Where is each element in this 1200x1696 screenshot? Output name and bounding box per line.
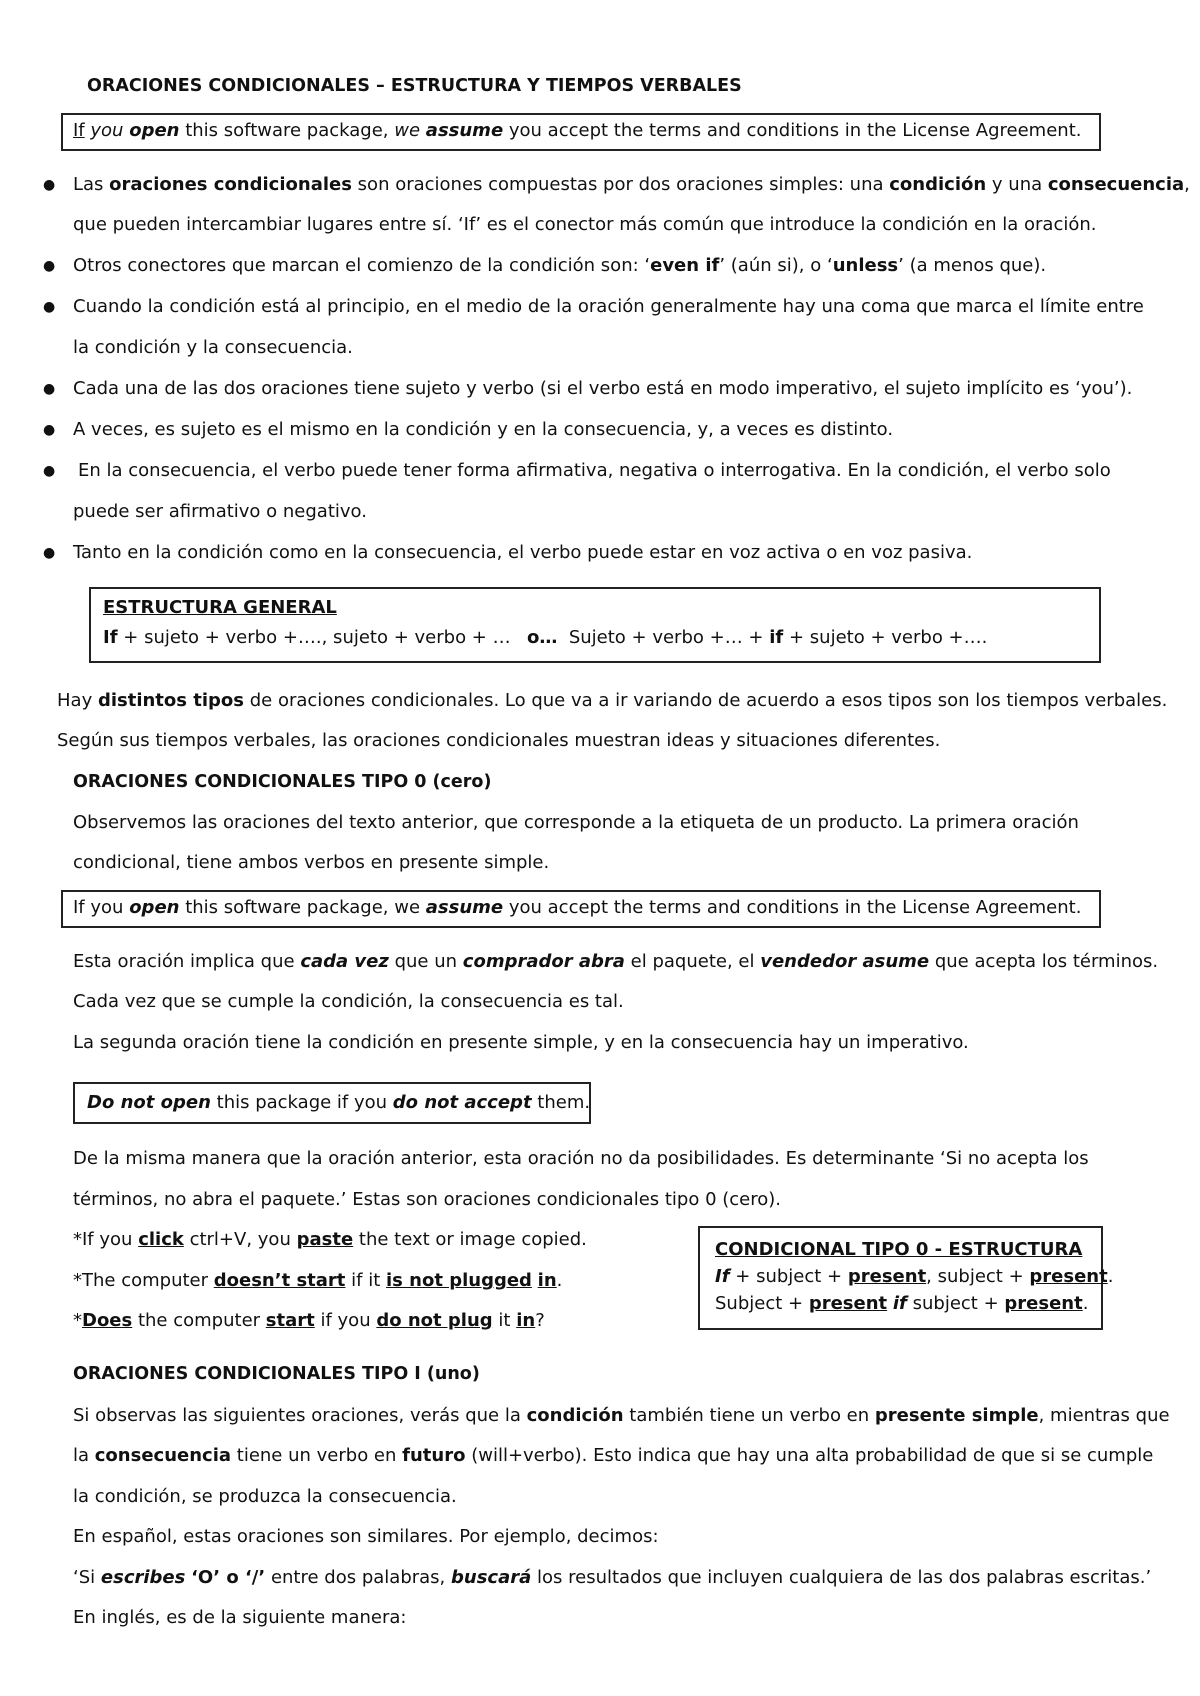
text: the computer xyxy=(137,1310,261,1331)
bold-italic-text: comprador abra xyxy=(462,951,625,972)
bullet-icon: ● xyxy=(43,258,56,274)
tipo1-line-2 xyxy=(73,1445,1153,1466)
text: Las xyxy=(73,174,104,195)
text: it xyxy=(498,1310,511,1331)
bold-text: o… xyxy=(527,627,558,648)
text: if it xyxy=(351,1270,381,1291)
bold-italic-text: do not accept xyxy=(392,1092,532,1113)
bullet-icon: ● xyxy=(43,177,56,193)
word-if: If xyxy=(73,120,85,141)
text: + sujeto + verbo +…. xyxy=(789,627,988,648)
tipo0-line-5: De la misma manera que la oración anterior, esta oración no da posibilidades. Es determinante ‘Si no acepta los xyxy=(73,1148,1089,1169)
text: ctrl+V, you xyxy=(189,1229,291,1250)
text: * xyxy=(73,1310,82,1331)
tipo0-line-1: Observemos las oraciones del texto anterior, que corresponde a la etiqueta de un producto. La primera oración xyxy=(73,812,1079,833)
bold-text: condición xyxy=(889,174,987,195)
word-assume: assume xyxy=(425,120,504,141)
tipo0-line-6: términos, no abra el paquete.’ Estas son oraciones condicionales tipo 0 (cero). xyxy=(73,1189,782,1210)
structure-formula-2 xyxy=(527,627,987,648)
text: Otros conectores que marcan el comienzo de la condición son: ‘ xyxy=(73,255,651,276)
text: la xyxy=(73,1445,90,1466)
bullet-6-line-1: En la consecuencia, el verbo puede tener forma afirmativa, negativa o interrogativa. En la condición, el verbo solo xyxy=(78,460,1111,481)
bold-text: consecuencia xyxy=(1047,174,1185,195)
bold-underline-text: paste xyxy=(296,1229,354,1250)
text: ? xyxy=(535,1310,545,1331)
bold-text: ‘O’ o ‘/’ xyxy=(191,1567,266,1588)
text: this software package, we xyxy=(185,897,421,918)
bullet-icon: ● xyxy=(43,545,56,561)
bold-underline-text: present xyxy=(808,1293,888,1314)
bold-underline-text: Does xyxy=(82,1310,133,1331)
text: If you xyxy=(73,897,124,918)
text: los resultados que incluyen cualquiera de las dos palabras escritas.’ xyxy=(537,1567,1152,1588)
text: . xyxy=(1107,1266,1114,1287)
bullet-icon: ● xyxy=(43,299,56,315)
text: , subject + xyxy=(926,1266,1024,1287)
bold-text: even if xyxy=(650,255,720,276)
text: this package if you xyxy=(216,1092,388,1113)
text: que acepta los términos. xyxy=(934,951,1159,972)
rest-text: you accept the terms and conditions in the License Agreement. xyxy=(508,120,1082,141)
bold-italic-text: buscará xyxy=(451,1567,532,1588)
page-title: ORACIONES CONDICIONALES – ESTRUCTURA Y TIEMPOS VERBALES xyxy=(87,76,742,96)
tipo1-line-4: En español, estas oraciones son similares. Por ejemplo, decimos: xyxy=(73,1526,659,1547)
bold-italic-text: Do not open xyxy=(87,1092,211,1113)
text: the text or image copied. xyxy=(358,1229,587,1250)
tipo0-line-3: Cada vez que se cumple la condición, la consecuencia es tal. xyxy=(73,991,624,1012)
bold-italic-text: cada vez xyxy=(300,951,389,972)
bullet-2 xyxy=(73,255,1046,276)
text: entre dos palabras, xyxy=(270,1567,446,1588)
tipo1-line-3: la condición, se produzca la consecuencia. xyxy=(73,1486,457,1507)
text: *If you xyxy=(73,1229,133,1250)
bold-underline-text: in xyxy=(516,1310,536,1331)
tipo0-structure-title: CONDICIONAL TIPO 0 - ESTRUCTURA xyxy=(715,1239,1083,1260)
text: de oraciones condicionales. Lo que va a ir variando de acuerdo a esos tipos son los tiempos verbales. xyxy=(249,690,1168,711)
intro-paragraph-line-2: Según sus tiempos verbales, las oraciones condicionales muestran ideas y situaciones diferentes. xyxy=(57,730,941,751)
bullet-1-line-2: que pueden intercambiar lugares entre sí. ‘If’ es el conector más común que introduce la condición en la oración. xyxy=(73,214,1097,235)
bold-underline-text: do not plug xyxy=(376,1310,493,1331)
bold-italic-text: open xyxy=(129,897,180,918)
text: . xyxy=(556,1270,563,1291)
tipo1-line-5 xyxy=(73,1567,1151,1588)
text: Esta oración implica que xyxy=(73,951,295,972)
tipo1-line-6: En inglés, es de la siguiente manera: xyxy=(73,1607,407,1628)
text: ’ (aún si), o ‘ xyxy=(719,255,833,276)
text: + sujeto + verbo +…., sujeto + verbo + … xyxy=(123,627,511,648)
bold-italic-text: if xyxy=(892,1293,907,1314)
tipo0-line-4: La segunda oración tiene la condición en presente simple, y en la consecuencia hay un imperativo. xyxy=(73,1032,969,1053)
text: *The computer xyxy=(73,1270,209,1291)
bold-text: oraciones condicionales xyxy=(109,174,352,195)
bold-underline-text: in xyxy=(537,1270,557,1291)
bullet-icon: ● xyxy=(43,381,56,397)
tipo1-line-1 xyxy=(73,1405,1170,1426)
bold-underline-text: present xyxy=(1004,1293,1083,1314)
text: Sujeto + verbo +… + xyxy=(568,627,764,648)
text: + subject + xyxy=(735,1266,843,1287)
bold-text: condición xyxy=(526,1405,624,1426)
bold-italic-text: vendedor asume xyxy=(760,951,930,972)
intro-paragraph-line-1 xyxy=(57,690,1167,711)
bold-underline-text: present xyxy=(1029,1266,1108,1287)
bold-underline-text: start xyxy=(265,1310,315,1331)
text: if you xyxy=(320,1310,371,1331)
mid-text: this software package, xyxy=(185,120,389,141)
text: , mientras que xyxy=(1038,1405,1170,1426)
bold-text: futuro xyxy=(402,1445,466,1466)
bold-underline-text: click xyxy=(138,1229,184,1250)
bold-underline-text: present xyxy=(847,1266,927,1287)
tipo0-structure-line-1 xyxy=(715,1266,1113,1287)
text: Subject + xyxy=(715,1293,804,1314)
text: son oraciones compuestas por dos oraciones simples: una xyxy=(357,174,884,195)
section-heading-tipo-1: ORACIONES CONDICIONALES TIPO I (uno) xyxy=(73,1364,480,1384)
text: , xyxy=(1184,174,1190,195)
text: Hay xyxy=(57,690,93,711)
word-open: open xyxy=(129,120,180,141)
structure-title: ESTRUCTURA GENERAL xyxy=(103,597,337,618)
structure-formula-1 xyxy=(103,627,511,648)
bold-underline-text: is not plugged xyxy=(386,1270,532,1291)
example-sentence-2 xyxy=(73,897,1081,918)
bold-italic-text: assume xyxy=(425,897,504,918)
bullet-7: Tanto en la condición como en la consecuencia, el verbo puede estar en voz activa o en voz pasiva. xyxy=(73,542,973,563)
bullet-icon: ● xyxy=(43,422,56,438)
text: también tiene un verbo en xyxy=(629,1405,870,1426)
bold-text: presente simple xyxy=(874,1405,1039,1426)
bold-text: if xyxy=(769,627,784,648)
bullet-icon: ● xyxy=(43,463,56,479)
bold-text: distintos tipos xyxy=(97,690,245,711)
bullet-3-line-2: la condición y la consecuencia. xyxy=(73,337,353,358)
example-sentence-3 xyxy=(87,1092,590,1113)
text: el paquete, el xyxy=(630,951,755,972)
word-you: you xyxy=(90,120,124,141)
tipo0-line-2: condicional, tiene ambos verbos en presente simple. xyxy=(73,852,550,873)
example-sentence-1 xyxy=(73,120,1081,141)
text: . xyxy=(1082,1293,1089,1314)
tipo0-structure-line-2 xyxy=(715,1293,1088,1314)
bullet-4: Cada una de las dos oraciones tiene sujeto y verbo (si el verbo está en modo imperativo, el sujeto implícito es ‘you’). xyxy=(73,378,1133,399)
text: que un xyxy=(394,951,458,972)
text: them. xyxy=(537,1092,591,1113)
text: tiene un verbo en xyxy=(236,1445,397,1466)
text: (will+verbo). Esto indica que hay una alta probabilidad de que si se cumple xyxy=(471,1445,1154,1466)
text: ’ (a menos que). xyxy=(898,255,1047,276)
implication-line xyxy=(73,951,1158,972)
bullet-5: A veces, es sujeto es el mismo en la condición y en la consecuencia, y, a veces es distinto. xyxy=(73,419,894,440)
bullet-3-line-1: Cuando la condición está al principio, en el medio de la oración generalmente hay una coma que marca el límite entre xyxy=(73,296,1144,317)
bold-italic-text: If xyxy=(715,1266,730,1287)
example-3 xyxy=(73,1310,545,1331)
bold-text: unless xyxy=(832,255,899,276)
bullet-1-line-1 xyxy=(73,174,1190,195)
word-we: we xyxy=(394,120,421,141)
text: ‘Si xyxy=(73,1567,96,1588)
bold-text: If xyxy=(103,627,118,648)
bold-italic-text: escribes xyxy=(100,1567,186,1588)
text: Si observas las siguientes oraciones, verás que la xyxy=(73,1405,521,1426)
text: you accept the terms and conditions in the License Agreement. xyxy=(508,897,1082,918)
example-2 xyxy=(73,1270,562,1291)
text: y una xyxy=(991,174,1043,195)
text: subject + xyxy=(912,1293,999,1314)
section-heading-tipo-0: ORACIONES CONDICIONALES TIPO 0 (cero) xyxy=(73,772,492,792)
bullet-6-line-2: puede ser afirmativo o negativo. xyxy=(73,501,367,522)
bold-text: consecuencia xyxy=(94,1445,232,1466)
example-1 xyxy=(73,1229,587,1250)
bold-underline-text: doesn’t start xyxy=(213,1270,346,1291)
